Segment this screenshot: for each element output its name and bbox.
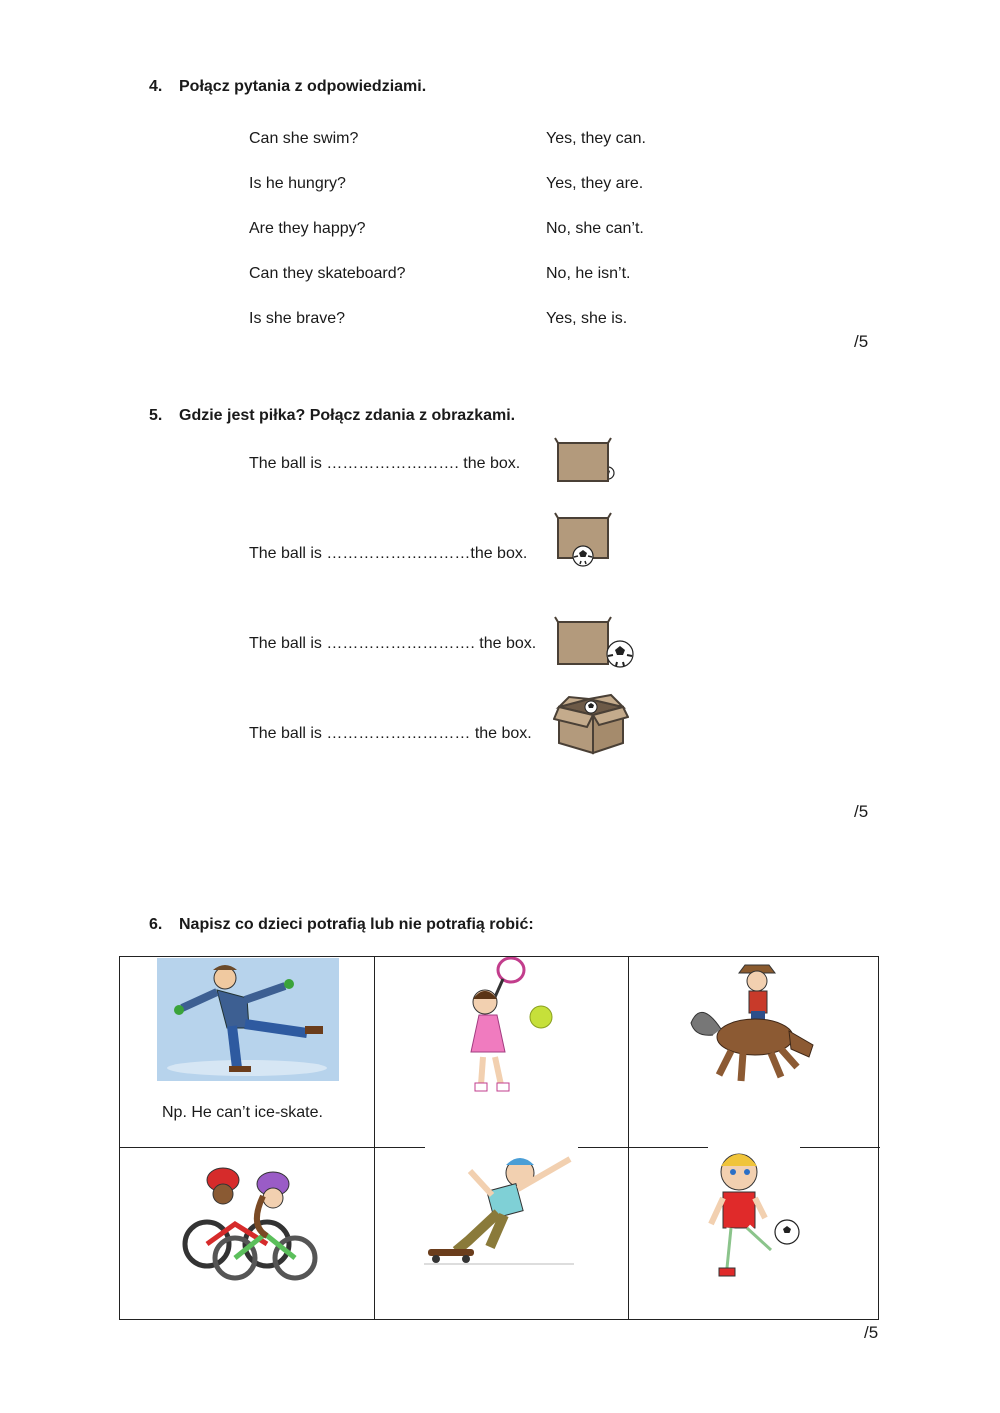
cycling-kids-illustration bbox=[175, 1162, 320, 1282]
answer-item: Yes, they can. bbox=[546, 130, 646, 147]
box-ball-in-illustration bbox=[553, 693, 629, 757]
answer-item: Yes, they are. bbox=[546, 175, 644, 192]
question-item: Are they happy? bbox=[249, 220, 366, 237]
section-6-heading: 6. Napisz co dzieci potrafią lub nie potrafią robić: bbox=[149, 916, 534, 933]
example-answer: Np. He can’t ice-skate. bbox=[162, 1104, 323, 1121]
table-divider bbox=[628, 957, 629, 1319]
ice-skating-man-illustration bbox=[157, 958, 339, 1081]
table-divider bbox=[120, 1147, 425, 1148]
question-item: Is he hungry? bbox=[249, 175, 346, 192]
table-divider bbox=[578, 1147, 708, 1148]
sentence-item: The ball is ……………………… the box. bbox=[249, 725, 532, 742]
tennis-girl-illustration bbox=[443, 957, 583, 1102]
answer-item: Yes, she is. bbox=[546, 310, 628, 327]
football-boy-illustration bbox=[697, 1150, 807, 1285]
skateboarding-boy-illustration bbox=[420, 1151, 580, 1271]
question-item: Can they skateboard? bbox=[249, 265, 406, 282]
activity-table bbox=[119, 956, 879, 1320]
sentence-item: The ball is ………………………. the box. bbox=[249, 635, 537, 652]
answer-item: No, he isn’t. bbox=[546, 265, 631, 282]
score-5: /5 bbox=[854, 802, 869, 821]
section-4-heading: 4. Połącz pytania z odpowiedziami. bbox=[149, 78, 427, 95]
box-ball-behind-illustration bbox=[553, 434, 617, 486]
box-ball-under-illustration bbox=[553, 510, 617, 568]
cowboy-horse-illustration bbox=[685, 957, 825, 1087]
sentence-item: The ball is ……………………. the box. bbox=[249, 455, 521, 472]
table-divider bbox=[800, 1147, 880, 1148]
score-4: /5 bbox=[854, 332, 869, 351]
sentence-item: The ball is ………………………the box. bbox=[249, 545, 528, 562]
score-6: /5 bbox=[864, 1323, 879, 1342]
question-item: Is she brave? bbox=[249, 310, 346, 327]
box-ball-next-to-illustration bbox=[553, 614, 637, 670]
answer-item: No, she can’t. bbox=[546, 220, 644, 237]
table-divider bbox=[374, 957, 375, 1319]
question-item: Can she swim? bbox=[249, 130, 359, 147]
section-5-heading: 5. Gdzie jest piłka? Połącz zdania z obrazkami. bbox=[149, 407, 516, 424]
